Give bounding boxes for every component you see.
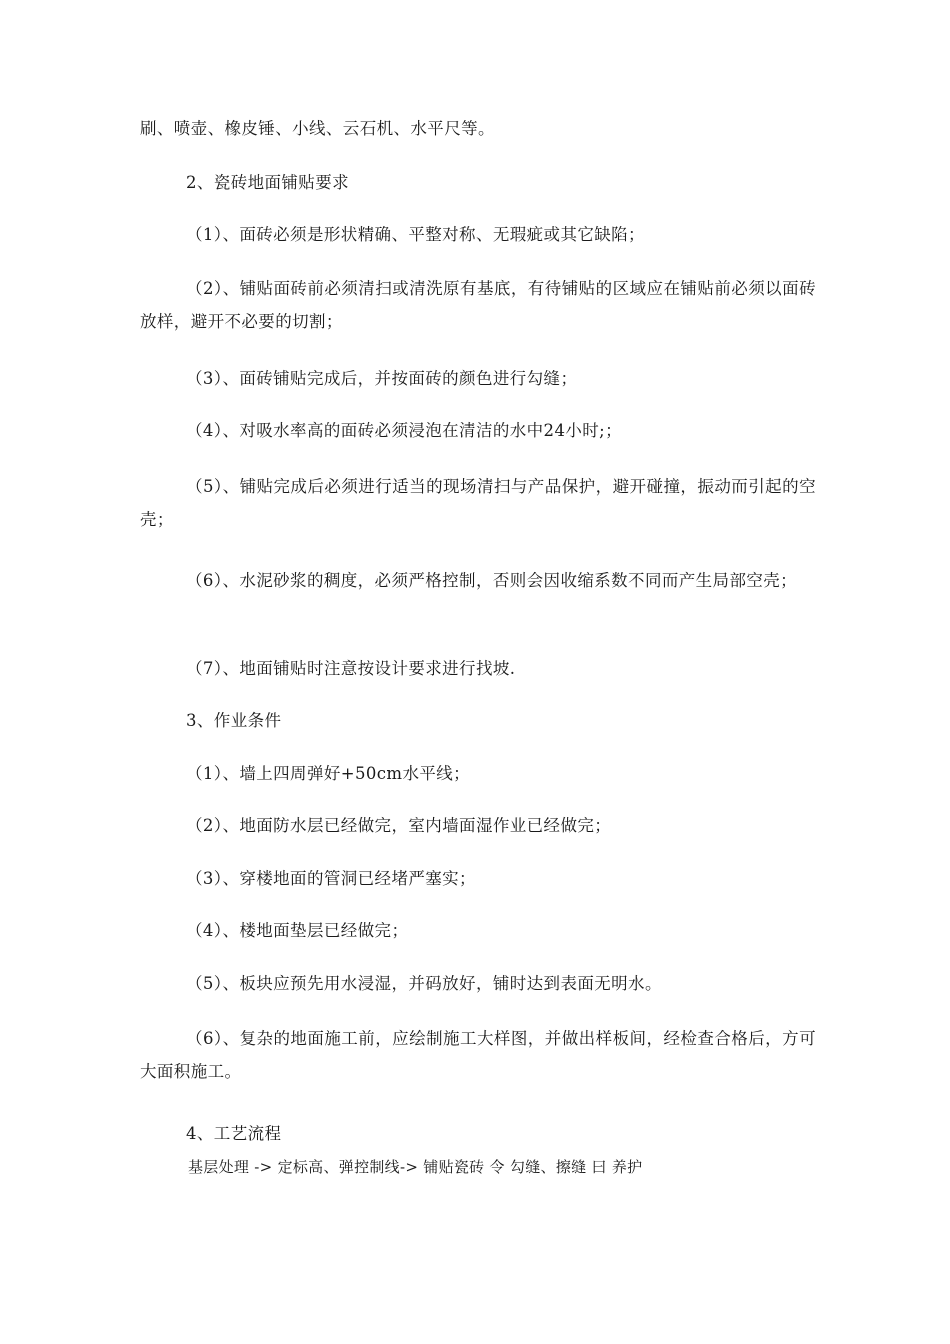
section-3-item-6: （6）、复杂的地面施工前，应绘制施工大样图，并做出样板间，经检查合格后，方可大面积施工。 [140, 1029, 816, 1081]
section-3-item-3: （3）、穿楼地面的管洞已经堵严塞实； [186, 869, 476, 888]
section-4-heading: 4、工艺流程 [186, 1124, 282, 1143]
section-2-item-3: （3）、面砖铺贴完成后，并按面砖的颜色进行勾缝； [186, 369, 578, 388]
section-2-item-4: （4）、对吸水率高的面砖必须浸泡在清洁的水中24小时;； [186, 421, 623, 440]
section-3-item-1: （1）、墙上四周弹好+50cm水平线； [186, 764, 471, 783]
intro-continuation-text: 刷、喷壶、橡皮锤、小线、云石机、水平尺等。 [140, 119, 495, 138]
section-2-heading: 2、瓷砖地面铺贴要求 [186, 173, 349, 192]
process-flow-text: 基层处理 -> 定标高、弹控制线-> 铺贴瓷砖 令 勾缝、擦缝 曰 养护 [188, 1158, 643, 1176]
section-2-item-1: （1）、面砖必须是形状精确、平整对称、无瑕疵或其它缺陷； [186, 225, 645, 244]
section-3-item-2: （2）、地面防水层已经做完，室内墙面湿作业已经做完； [186, 816, 612, 835]
section-2-item-7: （7）、地面铺贴时注意按设计要求进行找坡. [186, 659, 516, 678]
section-3-heading: 3、作业条件 [186, 711, 282, 730]
section-3-item-5: （5）、板块应预先用水浸湿，并码放好，铺时达到表面无明水。 [186, 974, 662, 993]
section-2-item-5: （5）、铺贴完成后必须进行适当的现场清扫与产品保护，避开碰撞，振动而引起的空壳； [140, 477, 816, 529]
section-3-item-4: （4）、楼地面垫层已经做完； [186, 921, 409, 940]
section-2-item-2: （2）、铺贴面砖前必须清扫或清洗原有基底，有待铺贴的区域应在铺贴前必须以面砖放样，避开不必要的切割； [140, 279, 816, 331]
section-2-item-6: （6）、水泥砂浆的稠度，必须严格控制，否则会因收缩系数不同而产生局部空壳； [186, 571, 798, 590]
